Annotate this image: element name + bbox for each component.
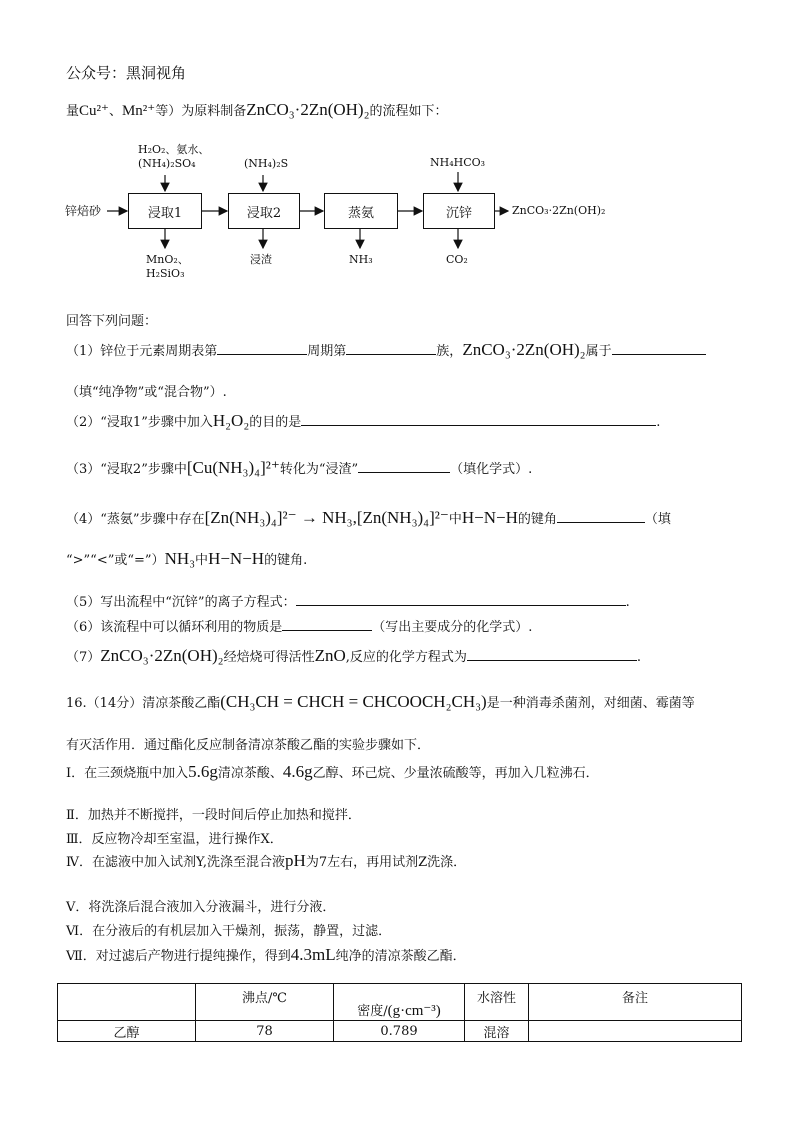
- intro-sep: 、: [108, 104, 122, 119]
- step-label: 蒸氨: [347, 205, 374, 221]
- answer-blank[interactable]: [358, 459, 450, 473]
- intro-text-3: 的流程如下：: [369, 104, 448, 119]
- output-step4: [446, 253, 468, 267]
- answer-blank[interactable]: [346, 341, 436, 355]
- step-label: 浸取1: [147, 205, 183, 221]
- q-text: 的键角.: [264, 553, 308, 568]
- table-cell: 混溶: [465, 1021, 529, 1042]
- q-text: 16.（14分）清凉茶酸乙酯: [66, 696, 221, 711]
- table-cell: 0.789: [334, 1021, 465, 1042]
- question-7: [66, 646, 641, 666]
- question-3: [66, 458, 532, 478]
- step-6: Ⅵ．在分液后的有机层加入干燥剂，振荡，静置，过滤．: [66, 924, 392, 939]
- q-text: （3）“浸取2”步骤中: [66, 462, 187, 477]
- volume: 4.3mL: [290, 945, 336, 964]
- answer-blank[interactable]: [301, 412, 656, 426]
- formula: [Cu(NH₃)₄]²⁺: [186, 458, 280, 477]
- watermark: 公众号：黑洞视角: [66, 64, 187, 82]
- q-text: 纯净的清凉茶酸乙酯．: [335, 949, 466, 964]
- q-text: ,反应的化学方程式为: [345, 650, 467, 665]
- q-text: 中: [448, 512, 462, 527]
- q-text: 族，: [436, 344, 463, 359]
- density-unit: (g·cm⁻³): [387, 1003, 441, 1019]
- step-ammonia-evaporation: [324, 193, 398, 229]
- output-step2: [250, 253, 272, 267]
- formula: ZnCO₃·2Zn(OH)₂: [100, 646, 224, 665]
- q-text: Ⅶ．对过滤后产物进行提纯操作，得到: [66, 949, 291, 964]
- flow-arrows: [0, 0, 800, 300]
- flow-start: 锌焙砂: [65, 204, 102, 218]
- formula: ZnO: [314, 646, 346, 665]
- header-cell: 水溶性: [465, 984, 529, 1021]
- q-text: （6）该流程中可以循环利用的物质是: [66, 620, 283, 635]
- table-header-row: [58, 984, 742, 1021]
- mass: 4.6g: [282, 762, 313, 781]
- q-text: （4）“蒸氨”步骤中存在: [66, 512, 205, 527]
- answer-blank[interactable]: [282, 617, 372, 631]
- step-5: Ⅴ．将洗涤后混合液加入分液漏斗，进行分液．: [66, 900, 336, 915]
- q-text: .: [636, 650, 642, 665]
- input-reagent: (NH₄)₂SO₄: [138, 157, 196, 170]
- q-text: 清凉茶酸、: [217, 766, 283, 781]
- header-cell: [58, 984, 196, 1021]
- step-3: Ⅲ．反应物冷却至室温，进行操作X．: [66, 832, 283, 847]
- question-2: [66, 411, 660, 431]
- q-text: 的目的是: [249, 415, 302, 430]
- question-4-line2: [66, 549, 307, 569]
- density-label: 密度/: [357, 1004, 388, 1019]
- q-text: 周期第: [307, 344, 347, 359]
- step-label: 浸取2: [246, 205, 282, 221]
- q-text: （1）锌位于元素周期表第: [66, 344, 218, 359]
- formula: NH₃: [164, 549, 196, 568]
- step-4: [66, 851, 466, 871]
- formula: H−N−H: [461, 508, 518, 527]
- step-leach-2: [228, 193, 300, 229]
- q-text: 是一种消毒杀菌剂，对细菌、霉菌等: [486, 696, 695, 711]
- output-product: MnO₂、: [146, 253, 189, 266]
- table-cell: 78: [196, 1021, 334, 1042]
- table-cell: [529, 1021, 742, 1042]
- ph-symbol: pH: [285, 851, 306, 870]
- process-flow-diagram: [0, 0, 800, 300]
- q-text: Ⅳ．在滤液中加入试剂Y,洗涤至混合液: [66, 855, 286, 870]
- output-product: CO₂: [446, 253, 468, 266]
- q-text: （填化学式）.: [450, 462, 533, 477]
- formula: H₂O₂: [212, 411, 250, 430]
- formula: H−N−H: [208, 549, 265, 568]
- q-text: （5）写出流程中“沉锌”的离子方程式：: [66, 595, 296, 610]
- question-1: [66, 340, 706, 360]
- q-text: “>”“<”或“=”）: [66, 553, 165, 568]
- product-formula: ZnCO₃·2Zn(OH)₂: [246, 100, 370, 119]
- q-text: 经焙烧可得活性: [223, 650, 315, 665]
- step-1: [66, 762, 599, 782]
- question-16: [66, 692, 695, 712]
- header-cell: 沸点/℃: [196, 984, 334, 1021]
- answer-blank[interactable]: [557, 509, 645, 523]
- q-text: （2）“浸取1”步骤中加入: [66, 415, 213, 430]
- question-6: [66, 616, 532, 635]
- q-text: .: [656, 415, 661, 430]
- intro-text: 量: [66, 104, 80, 119]
- answer-blank[interactable]: [217, 341, 307, 355]
- table-cell: 乙醇: [58, 1021, 196, 1042]
- q-text: Ⅰ．在三颈烧瓶中加入: [66, 766, 189, 781]
- q-text: 中: [195, 553, 209, 568]
- formula: ZnCO₃·2Zn(OH)₂: [462, 340, 586, 359]
- step-zinc-precipitation: [423, 193, 495, 229]
- input-step1: [138, 143, 209, 171]
- formula: [Zn(NH₃)₄]²⁻ → NH₃,[Zn(NH₃)₄]²⁻: [204, 508, 449, 527]
- cu-ion: Cu²⁺: [79, 103, 109, 119]
- table-row: [58, 1021, 742, 1042]
- question-5: [66, 591, 630, 610]
- answer-blank[interactable]: [612, 341, 706, 355]
- output-step1: [146, 253, 189, 281]
- formula: (CH₃CH = CHCH = CHCOOCH₂CH₃): [220, 692, 487, 711]
- mass: 5.6g: [188, 762, 218, 781]
- step-label: 沉锌: [445, 205, 472, 221]
- output-product: H₂SiO₃: [146, 267, 185, 280]
- q-text: （7）: [66, 650, 101, 665]
- step-7: [66, 945, 466, 965]
- question-1-line2: （填“纯净物”或“混合物”）.: [66, 385, 227, 400]
- intro-text-2: 等）为原料制备: [155, 104, 247, 119]
- input-reagent: (NH₄)₂S: [244, 157, 289, 170]
- header-cell: [334, 984, 465, 1021]
- q-text: 转化为“浸渣”: [279, 462, 359, 477]
- input-reagent: NH₄HCO₃: [430, 156, 486, 169]
- output-product: 浸渣: [250, 253, 272, 266]
- question-4: [66, 508, 671, 528]
- input-step4: [430, 156, 485, 170]
- output-step3: [349, 253, 373, 267]
- q-text: （写出主要成分的化学式）.: [372, 620, 533, 635]
- answer-blank[interactable]: [467, 647, 637, 661]
- input-step2: [244, 157, 288, 171]
- q-text: .: [625, 595, 630, 610]
- q-text: 属于: [585, 344, 612, 359]
- step-2: Ⅱ．加热并不断搅拌，一段时间后停止加热和搅拌．: [66, 808, 361, 823]
- q-text: 的键角: [517, 512, 557, 527]
- header-cell: 备注: [529, 984, 742, 1021]
- output-product: NH₃: [349, 253, 373, 266]
- answer-blank[interactable]: [296, 592, 626, 606]
- flow-product: ZnCO₃·2Zn(OH)₂: [512, 204, 606, 217]
- step-leach-1: [128, 193, 202, 229]
- answer-prompt: 回答下列问题：: [66, 314, 158, 329]
- properties-table: [57, 983, 742, 1042]
- mn-ion: Mn²⁺: [121, 103, 156, 119]
- question-16-line2: 有灭活作用．通过酯化反应制备清凉茶酸乙酯的实验步骤如下．: [66, 738, 431, 753]
- input-reagent: H₂O₂、氨水、: [138, 143, 210, 156]
- q-text: 乙醇、环己烷、少量浓硫酸等，再加入几粒沸石．: [312, 766, 599, 781]
- q-text: （填: [644, 512, 671, 527]
- q-text: 为7左右，再用试剂Z洗涤．: [305, 855, 467, 870]
